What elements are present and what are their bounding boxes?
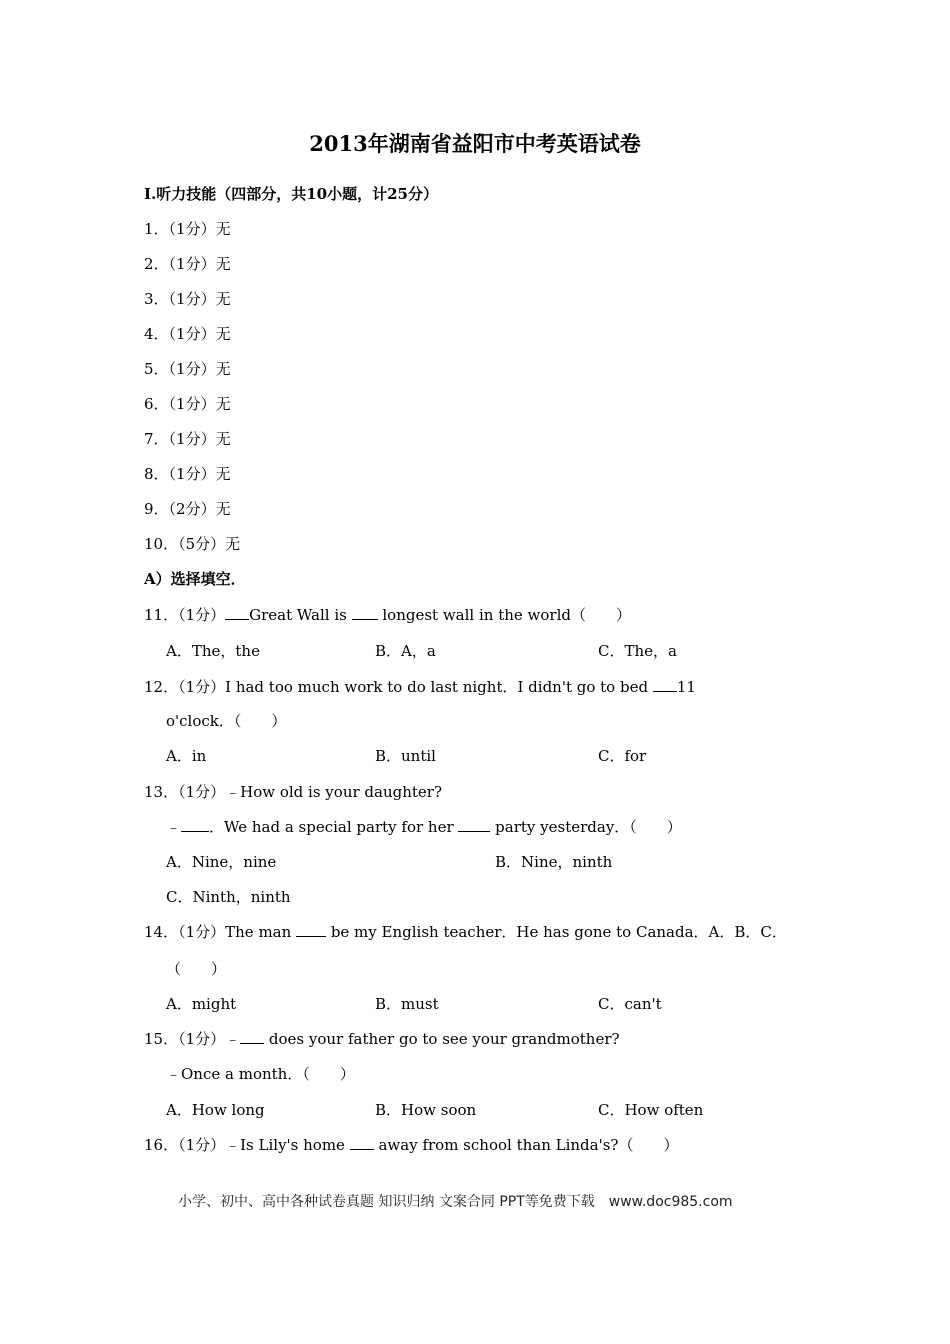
q13-option-c: C．Ninth，ninth (166, 888, 291, 906)
question-13-text-1: ．We had a special party for her (209, 818, 459, 836)
question-7: 7．（1分）无 (144, 430, 231, 448)
question-14-text-2: be my English teacher．He has gone to Canada．A．B．C． (326, 923, 787, 941)
blank (653, 677, 677, 692)
blank (352, 605, 378, 620)
question-14-text-1: 14．（1分）The man (144, 923, 297, 941)
q12-option-c: C．for (598, 747, 647, 765)
q15-option-c: C．How often (598, 1101, 704, 1119)
question-2: 2．（1分）无 (144, 255, 231, 273)
blank (240, 1029, 264, 1044)
question-14 (144, 921, 787, 942)
question-9: 9．（2分）无 (144, 500, 231, 518)
blank (181, 817, 209, 832)
question-10: 10．（5分）无 (144, 535, 241, 553)
question-11-text-1: Great Wall is (249, 606, 352, 624)
question-11-prefix: 11．（1分） (144, 606, 226, 624)
question-1: 1．（1分）无 (144, 220, 231, 238)
q11-option-a: A．The，the (166, 642, 260, 660)
question-6: 6．（1分）无 (144, 395, 231, 413)
q12-option-a: A．in (166, 747, 207, 765)
question-13-text-2: party yesterday．（ ） (490, 818, 682, 836)
blank (350, 1135, 374, 1150)
question-8: 8．（1分）无 (144, 465, 231, 483)
question-15-line-2: ﹣Once a month．（ ） (166, 1065, 355, 1083)
question-14-line-2: （ ） (166, 960, 227, 978)
question-13: 13．（1分）﹣How old is your daughter? (144, 783, 443, 801)
q14-option-a: A．might (166, 995, 237, 1013)
q11-option-c: C．The，a (598, 642, 677, 660)
question-11 (144, 604, 631, 625)
q14-option-b: B．must (375, 995, 439, 1013)
question-15 (144, 1028, 620, 1049)
question-13-line-2 (166, 816, 682, 837)
question-12 (144, 676, 696, 697)
blank (225, 605, 249, 620)
blank (296, 922, 326, 937)
q13-option-b: B．Nine，ninth (495, 853, 613, 871)
section-listening-heading: Ⅰ.听力技能（四部分，共10小题，计25分） (144, 185, 438, 203)
blank (458, 817, 490, 832)
q15-option-b: B．How soon (375, 1101, 477, 1119)
page-footer: 小学、初中、高中各种试卷真题 知识归纳 文案合同 PPT等免费下载 www.doc985.com (178, 1194, 733, 1210)
question-15-text-2: does your father go to see your grandmother? (264, 1030, 620, 1048)
question-12-text-1: 12．（1分）I had too much work to do last night．I didn't go to bed (144, 678, 653, 696)
q13-option-a: A．Nine，nine (166, 853, 277, 871)
question-12-line-2: o'clock．（ ） (166, 712, 287, 730)
section-a-heading: A）选择填空． (144, 570, 246, 588)
question-12-text-2: 11 (676, 678, 696, 696)
question-16-text-1: 16．（1分）﹣Is Lily's home (144, 1136, 350, 1154)
question-5: 5．（1分）无 (144, 360, 231, 378)
question-3: 3．（1分）无 (144, 290, 231, 308)
q15-option-a: A．How long (166, 1101, 265, 1119)
q14-option-c: C．can't (598, 995, 662, 1013)
question-16 (144, 1134, 678, 1155)
page-title: 2013年湖南省益阳市中考英语试卷 (309, 131, 641, 156)
q12-option-b: B．until (375, 747, 436, 765)
q11-option-b: B．A，a (375, 642, 436, 660)
question-11-text-2: longest wall in the world（ ） (377, 606, 631, 624)
question-13-dash: ﹣ (166, 818, 182, 836)
question-16-text-2: away from school than Linda's?（ ） (373, 1136, 679, 1154)
question-4: 4．（1分）无 (144, 325, 231, 343)
question-15-text-1: 15．（1分）﹣ (144, 1030, 241, 1048)
